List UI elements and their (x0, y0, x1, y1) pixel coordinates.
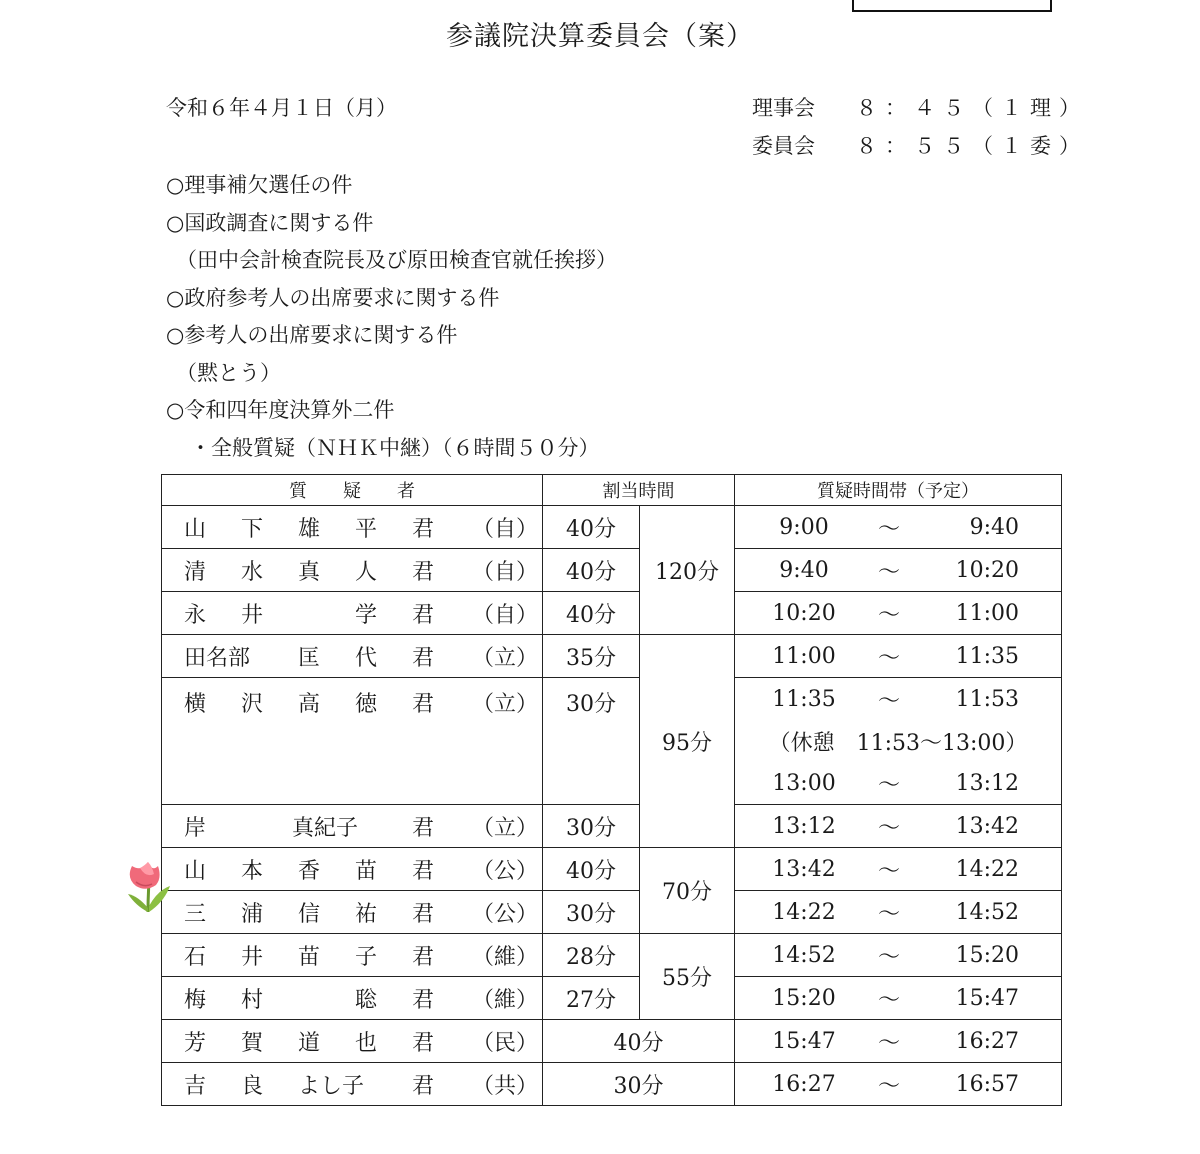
party: （公） (472, 901, 539, 927)
corner-box (852, 0, 1052, 12)
time-cell (735, 549, 1062, 592)
party: （立） (472, 692, 539, 717)
questioner-cell (162, 1063, 543, 1106)
honorific: 君 (412, 516, 435, 542)
end-time: 11:53 (955, 686, 1019, 712)
name-char: 高 (298, 692, 321, 717)
name-char: 梅 (184, 987, 207, 1013)
name-char: 徳 (355, 692, 378, 717)
name-char: 雄 (298, 516, 321, 542)
questioner-cell (162, 805, 543, 848)
tilde: ～ (877, 815, 900, 841)
table-row (162, 506, 1062, 549)
minutes-cell: 30分 (543, 891, 640, 934)
name-char: 永 (184, 602, 207, 628)
name-char: 井 (241, 602, 264, 628)
name-char: 祐 (355, 901, 378, 927)
honorific: 君 (412, 944, 435, 970)
agenda-subitem: ・全般質疑（ＮＨＫ中継）（６時間５０分） (190, 435, 600, 460)
questioner-cell (162, 678, 543, 805)
start-time: 15:47 (772, 1028, 836, 1054)
name-char: 道 (298, 1030, 321, 1056)
name-char: 田名部 (184, 645, 251, 671)
name-char (272, 641, 298, 672)
start-time: 16:27 (772, 1071, 836, 1097)
name-char: 下 (241, 516, 264, 542)
honorific: 君 (412, 692, 435, 717)
party: （自） (472, 559, 539, 585)
tilde: ～ (877, 944, 900, 970)
start-time: 9:40 (779, 557, 829, 583)
header-allotted: 割当時間 (543, 475, 735, 506)
start-time: 13:00 (772, 770, 836, 796)
end-time: 15:20 (955, 942, 1019, 968)
party: （民） (472, 1030, 539, 1056)
group-total: 55分 (640, 934, 735, 1020)
end-time: 16:57 (955, 1071, 1019, 1097)
party: （自） (472, 516, 539, 542)
start-time: 14:52 (772, 942, 836, 968)
name-char: 芳 (184, 1030, 207, 1056)
questioner-cell (162, 891, 543, 934)
start-time: 11:35 (772, 686, 836, 712)
name-char: 岸 (184, 815, 207, 841)
end-time: 10:20 (955, 557, 1019, 583)
tilde: ～ (877, 688, 900, 714)
end-time: 11:00 (955, 600, 1019, 626)
end-time: 15:47 (955, 985, 1019, 1011)
name-char: 沢 (241, 692, 264, 717)
name-char: 村 (241, 987, 264, 1013)
agenda-note: （黙とう） (176, 360, 281, 385)
start-time: 14:22 (772, 899, 836, 925)
name-char: 清 (184, 559, 207, 585)
questioner-cell (162, 934, 543, 977)
end-time: 14:22 (955, 856, 1019, 882)
honorific: 君 (412, 1073, 435, 1099)
honorific: 君 (412, 645, 435, 671)
time-cell (735, 805, 1062, 848)
questioner-cell (162, 1020, 543, 1063)
minutes-cell: 35分 (543, 635, 640, 678)
break-note: （休憩 11:53～13:00） (735, 720, 1062, 762)
document-title: 参議院決算委員会（案） (446, 21, 754, 52)
name-char: 三 (184, 901, 207, 927)
minutes-cell: 40分 (543, 848, 640, 891)
name-char: 浦 (241, 901, 264, 927)
minutes-cell: 40分 (543, 506, 640, 549)
agenda-item: ○政府参考人の出席要求に関する件 (166, 285, 500, 310)
agenda-item: ○令和四年度決算外二件 (166, 398, 395, 422)
name-char: 学 (355, 602, 378, 628)
table-row (162, 1020, 1062, 1063)
questioner-cell (162, 848, 543, 891)
name-char: 山 (184, 858, 207, 884)
table-row (162, 805, 1062, 848)
table-row (162, 934, 1062, 977)
schedule-block (752, 88, 1088, 164)
name-char: 吉 (184, 1073, 207, 1099)
minutes-cell: 30分 (543, 805, 640, 848)
table-row (162, 891, 1062, 934)
minutes-cell: 28分 (543, 934, 640, 977)
honorific: 君 (412, 559, 435, 585)
minutes-cell: 40分 (543, 1020, 735, 1063)
name-char: 石 (184, 944, 207, 970)
honorific: 君 (412, 987, 435, 1013)
name-char: 聡 (355, 987, 378, 1013)
table-row (162, 1063, 1062, 1106)
minutes-cell: 30分 (543, 678, 640, 805)
start-time: 15:20 (772, 985, 836, 1011)
table-row (162, 635, 1062, 678)
party: （自） (472, 602, 539, 628)
start-time: 10:20 (772, 600, 836, 626)
agenda-item: ○参考人の出席要求に関する件 (166, 323, 458, 347)
agenda-note: （田中会計検査院長及び原田検査官就任挨拶） (176, 248, 617, 272)
start-time: 11:00 (772, 643, 836, 669)
tilde: ～ (877, 858, 900, 884)
tilde: ～ (877, 559, 900, 585)
name-char (298, 983, 355, 1014)
name-char: 匡 (298, 645, 321, 671)
minutes-cell: 40分 (543, 592, 640, 635)
tulip-icon (118, 852, 182, 916)
tilde: ～ (877, 1030, 900, 1056)
group-total: 120分 (640, 506, 735, 635)
name-char: 苗 (298, 944, 321, 970)
time-cell (735, 848, 1062, 891)
end-time: 13:12 (955, 770, 1019, 796)
time-cell (735, 635, 1062, 678)
time-cell (735, 678, 1062, 721)
time-cell (735, 762, 1062, 805)
end-time: 9:40 (969, 514, 1019, 540)
questioner-cell (162, 592, 543, 635)
name-char: 真 (298, 559, 321, 585)
schedule-time: ８：４５（１理） (856, 96, 1088, 120)
name-char (298, 598, 355, 629)
end-time: 11:35 (955, 643, 1019, 669)
name-char: 賀 (241, 1030, 264, 1056)
name-char: 平 (355, 516, 378, 542)
start-time: 9:00 (779, 514, 829, 540)
agenda-item: ○理事補欠選任の件 (166, 173, 353, 197)
header-questioner: 質 疑 者 (162, 475, 543, 506)
questioner-cell (162, 977, 543, 1020)
time-cell (735, 934, 1062, 977)
table-row (162, 549, 1062, 592)
schedule-time: ８：５５（１委） (856, 134, 1088, 158)
tilde: ～ (877, 1073, 900, 1099)
tilde: ～ (877, 772, 900, 798)
group-total: 95分 (640, 635, 735, 848)
name-char: 信 (298, 901, 321, 927)
name-char: 苗 (355, 858, 378, 884)
name-char: 井 (241, 944, 264, 970)
end-time: 16:27 (955, 1028, 1019, 1054)
name-char: 真紀子 (292, 815, 359, 841)
group-total: 70分 (640, 848, 735, 934)
party: （立） (472, 815, 539, 841)
time-cell (735, 506, 1062, 549)
honorific: 君 (412, 602, 435, 628)
minutes-cell: 30分 (543, 1063, 735, 1106)
name-char: よし子 (298, 1073, 365, 1099)
agenda-list (166, 167, 617, 467)
time-cell (735, 1020, 1062, 1063)
time-cell (735, 977, 1062, 1020)
start-time: 13:12 (772, 813, 836, 839)
party: （共） (472, 1073, 539, 1099)
end-time: 13:42 (955, 813, 1019, 839)
name-char: 代 (355, 645, 378, 671)
schedule-row-board (752, 88, 1088, 126)
questioner-cell (162, 506, 543, 549)
tilde: ～ (877, 987, 900, 1013)
questioner-cell (162, 549, 543, 592)
name-char: 也 (355, 1030, 378, 1056)
table-row (162, 592, 1062, 635)
header-slot: 質疑時間帯（予定） (735, 475, 1062, 506)
party: （公） (472, 858, 539, 884)
honorific: 君 (412, 901, 435, 927)
meeting-date: 令和６年４月１日（月） (166, 96, 397, 120)
honorific: 君 (412, 1030, 435, 1056)
tilde: ～ (877, 901, 900, 927)
time-cell (735, 592, 1062, 635)
time-cell (735, 1063, 1062, 1106)
end-time: 14:52 (955, 899, 1019, 925)
honorific: 君 (412, 858, 435, 884)
name-char: 子 (355, 944, 378, 970)
table-row (162, 977, 1062, 1020)
agenda-item: ○国政調査に関する件 (166, 210, 374, 235)
schedule-row-committee (752, 126, 1088, 164)
table-row (162, 678, 1062, 721)
name-char: 水 (241, 559, 264, 585)
minutes-cell: 40分 (543, 549, 640, 592)
schedule-label: 理事会 (752, 96, 815, 120)
tilde: ～ (877, 645, 900, 671)
honorific: 君 (412, 815, 435, 841)
name-char: 本 (241, 858, 264, 884)
name-char: 良 (241, 1073, 264, 1099)
party: （維） (472, 987, 539, 1013)
table-row (162, 848, 1062, 891)
start-time: 13:42 (772, 856, 836, 882)
name-char: 山 (184, 516, 207, 542)
minutes-cell: 27分 (543, 977, 640, 1020)
questioner-cell (162, 635, 543, 678)
table-header-row (162, 475, 1062, 506)
name-char: 人 (355, 559, 378, 585)
name-char: 香 (298, 858, 321, 884)
tilde: ～ (877, 516, 900, 542)
name-char: 横 (184, 692, 207, 717)
time-cell (735, 891, 1062, 934)
party: （立） (472, 645, 539, 671)
questioner-table (161, 474, 1062, 1106)
party: （維） (472, 944, 539, 970)
tilde: ～ (877, 602, 900, 628)
schedule-label: 委員会 (752, 134, 815, 158)
